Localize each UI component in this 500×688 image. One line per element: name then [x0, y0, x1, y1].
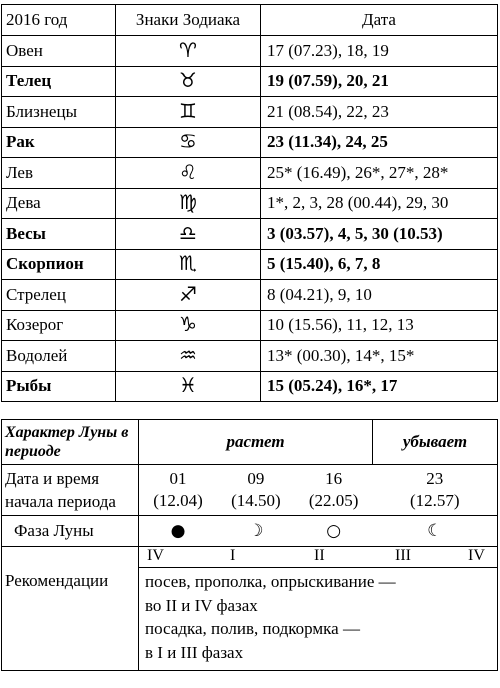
sign-dates: 10 (15.56), 11, 12, 13 — [261, 310, 498, 341]
sign-symbol-cell — [116, 310, 261, 341]
header-signs: Знаки Зодиака — [116, 5, 261, 36]
zodiac-row — [2, 188, 498, 219]
sign-dates: 25* (16.49), 26*, 27*, 28* — [261, 158, 498, 189]
waning-label: убывает — [373, 420, 498, 465]
capricorn-icon: ♑︎ — [179, 312, 197, 337]
sign-dates: 23 (11.34), 24, 25 — [261, 127, 498, 158]
quarter-cell — [139, 547, 498, 568]
period-day: 16 — [325, 469, 343, 488]
zodiac-row — [2, 66, 498, 97]
zodiac-row — [2, 280, 498, 311]
moon-table — [1, 419, 498, 671]
zodiac-header-row — [2, 5, 498, 36]
header-date: Дата — [261, 5, 498, 36]
zodiac-row — [2, 371, 498, 402]
zodiac-row — [2, 310, 498, 341]
moon-header-row — [2, 420, 498, 465]
sign-dates: 5 (15.40), 6, 7, 8 — [261, 249, 498, 280]
aquarius-icon: ♒︎ — [179, 342, 197, 367]
sign-symbol-cell — [116, 158, 261, 189]
virgo-icon: ♍︎ — [179, 190, 197, 215]
sign-symbol-cell — [116, 249, 261, 280]
new-moon-icon: ● — [170, 521, 186, 541]
aries-icon: ♈︎ — [179, 37, 197, 62]
sign-name: Рыбы — [2, 371, 116, 402]
period-day: 01 — [169, 469, 187, 488]
phase-cell — [139, 516, 218, 547]
sign-symbol-cell — [116, 188, 261, 219]
phase-label: Фаза Луны — [2, 516, 139, 547]
header-year: 2016 год — [2, 5, 116, 36]
period-cell — [373, 465, 498, 516]
sign-symbol-cell — [116, 371, 261, 402]
sign-symbol-cell — [116, 127, 261, 158]
zodiac-row — [2, 97, 498, 128]
period-cell — [139, 465, 218, 516]
recommendation-line: посев, прополка, опрыскивание — — [145, 572, 396, 591]
period-day: 09 — [247, 469, 265, 488]
sign-dates: 1*, 2, 3, 28 (00.44), 29, 30 — [261, 188, 498, 219]
period-time: (22.05) — [308, 491, 359, 510]
sign-name: Дева — [2, 188, 116, 219]
quarter-numeral: II — [314, 547, 325, 564]
quarter-numerals — [139, 547, 497, 567]
sign-symbol-cell — [116, 66, 261, 97]
phase-cell — [295, 516, 373, 547]
sign-name: Весы — [2, 219, 116, 250]
recommendation-line: во II и IV фазах — [145, 595, 258, 615]
sign-dates: 8 (04.21), 9, 10 — [261, 280, 498, 311]
sign-symbol-cell — [116, 280, 261, 311]
sign-name: Стрелец — [2, 280, 116, 311]
recommendation-line: посадка, полив, подкормка — — [145, 619, 360, 638]
period-time: (12.04) — [153, 491, 203, 510]
quarter-numeral: III — [395, 547, 411, 564]
recommendations-label: Рекомендации — [2, 568, 139, 671]
recommendations-row — [2, 568, 498, 671]
sign-symbol-cell — [116, 219, 261, 250]
period-cell — [295, 465, 373, 516]
growing-label: растет — [139, 420, 373, 465]
sign-dates: 3 (03.57), 4, 5, 30 (10.53) — [261, 219, 498, 250]
sign-dates: 21 (08.54), 22, 23 — [261, 97, 498, 128]
sign-name: Лев — [2, 158, 116, 189]
sign-dates: 19 (07.59), 20, 21 — [261, 66, 498, 97]
phase-cell — [217, 516, 295, 547]
sign-name: Водолей — [2, 341, 116, 372]
leo-icon: ♌︎ — [179, 159, 197, 184]
sagittarius-icon: ♐︎ — [179, 281, 197, 306]
last-quarter-moon-icon: ☾ — [427, 521, 443, 541]
quarter-numeral: I — [230, 547, 236, 564]
sign-name: Близнецы — [2, 97, 116, 128]
first-quarter-moon-icon: ☽ — [248, 521, 264, 541]
recommendation-line: в I и III фазах — [145, 642, 244, 662]
recommendations-text — [139, 568, 498, 671]
zodiac-row — [2, 341, 498, 372]
libra-icon: ♎︎ — [179, 220, 197, 245]
zodiac-row — [2, 127, 498, 158]
sign-name: Овен — [2, 36, 116, 67]
sign-symbol-cell — [116, 97, 261, 128]
zodiac-row — [2, 219, 498, 250]
taurus-icon: ♉︎ — [179, 68, 197, 93]
full-moon-icon: ○ — [326, 521, 342, 541]
sign-name: Рак — [2, 127, 116, 158]
sign-dates: 17 (07.23), 18, 19 — [261, 36, 498, 67]
sign-name: Телец — [2, 66, 116, 97]
phase-cell — [373, 516, 498, 547]
zodiac-row — [2, 36, 498, 67]
gemini-icon: ♊︎ — [179, 98, 197, 123]
period-day: 23 — [426, 469, 444, 488]
period-row — [2, 465, 498, 516]
zodiac-row — [2, 249, 498, 280]
sign-dates: 13* (00.30), 14*, 15* — [261, 341, 498, 372]
period-time: (14.50) — [231, 491, 281, 510]
cancer-icon: ♋︎ — [179, 129, 197, 154]
scorpio-icon: ♏︎ — [179, 251, 197, 276]
pisces-icon: ♓︎ — [179, 373, 197, 398]
phase-row — [2, 516, 498, 547]
period-label: Дата и время начала периода — [2, 465, 139, 516]
period-time: (12.57) — [409, 491, 460, 510]
zodiac-table — [1, 4, 498, 402]
moon-character-label: Характер Луны в периоде — [2, 420, 139, 465]
quarter-row — [2, 547, 498, 568]
sign-dates: 15 (05.24), 16*, 17 — [261, 371, 498, 402]
sign-name: Скорпион — [2, 249, 116, 280]
quarter-numeral: IV — [147, 547, 164, 564]
period-cell — [217, 465, 295, 516]
sign-symbol-cell — [116, 341, 261, 372]
sign-name: Козерог — [2, 310, 116, 341]
quarter-numeral: IV — [468, 547, 485, 564]
sign-symbol-cell — [116, 36, 261, 67]
quarter-spacer — [2, 547, 139, 568]
zodiac-row — [2, 158, 498, 189]
